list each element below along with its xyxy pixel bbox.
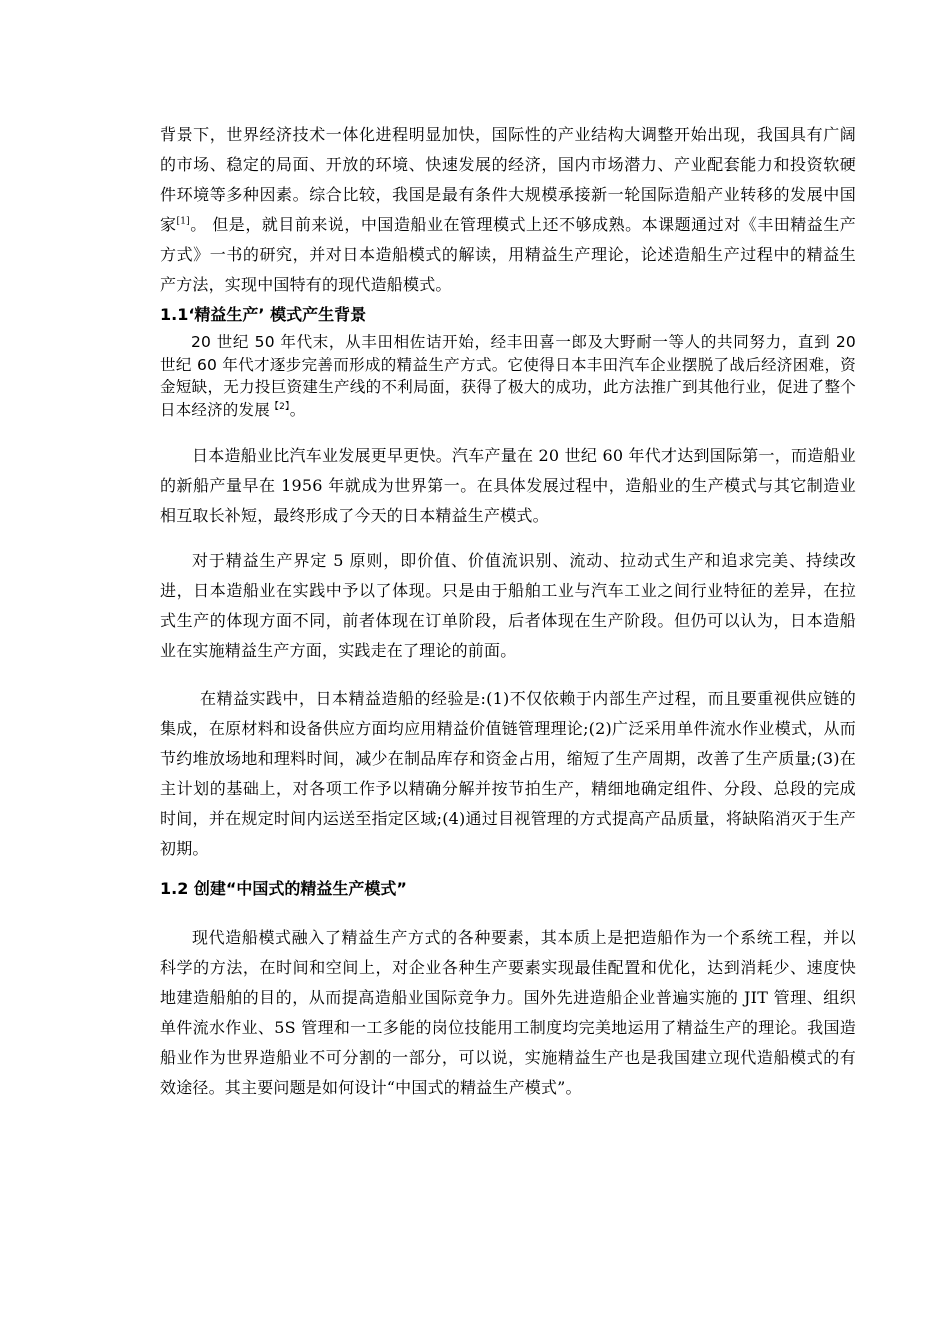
paragraph-origin-text: 20 世纪 50 年代末，从丰田相佐诘开始，经丰田喜一郎及大野耐一等人的共同努力，直到 20 世纪 60 年代才逐步完善而形成的精益生产方式。它使得日本丰田汽车企业摆脱了战后经济困难，资金短缺，无力投巨资建生产线的不利局面，获得了极大的成功，此方法推广到其他行业，促进了整个日本经济的发展 — [160, 333, 856, 419]
paragraph-background-text: 背景下，世界经济技术一体化进程明显加快，国际性的产业结构大调整开始出现，我国具有广阔的市场、稳定的局面、开放的环境、快速发展的经济，国内市场潜力、产业配套能力和投资软硬件环境等多种因素。综合比较，我国是最有条件大规模承接新一轮国际造船产业转移的发展中国家 — [160, 125, 856, 234]
citation-ref-1: [1] — [176, 216, 190, 227]
paragraph-five-principles: 对于精益生产界定 5 原则，即价值、价值流识别、流动、拉动式生产和追求完美、持续改进，日本造船业在实践中予以了体现。只是由于船舶工业与汽车工业之间行业特征的差异，在拉式生产的体现方面不同，前者体现在订单阶段，后者体现在生产阶段。但仍可以认为，日本造船业在实施精益生产方面，实践走在了理论的前面。 — [160, 551, 856, 660]
section-heading-1-2: 1.2 创建“中国式的精益生产模式” — [160, 879, 407, 898]
paragraph-modern-shipbuilding: 现代造船模式融入了精益生产方式的各种要素，其本质上是把造船作为一个系统工程，并以科学的方法，在时间和空间上，对企业各种生产要素实现最佳配置和优化，达到消耗少、速度快地建造船舶的目的，从而提高造船业国际竞争力。国外先进造船企业普遍实施的 JIT 管理、组织单件流水作业、5S 管理和一工多能的岗位技能用工制度均完美地运用了精益生产的理论。我国造船业作为世界造船业不可分割的一部分，可以说，实施精益生产也是我国建立现代造船模式的有效途径。其主要问题是如何设计“中国式的精益生产模式”。 — [160, 928, 856, 1097]
paragraph-origin — [160, 331, 856, 421]
paragraph-origin-text-end: 。 — [289, 400, 306, 419]
paragraph-background — [160, 120, 856, 300]
paragraph-background-text-cont: 。 但是，就目前来说，中国造船业在管理模式上还不够成熟。本课题通过对《丰田精益生产方式》一书的研究，并对日本造船模式的解读，用精益生产理论，论述造船生产过程中的精益生产方法，实现中国特有的现代造船模式。 — [160, 215, 856, 294]
citation-ref-2: 【2】 — [269, 401, 290, 412]
paragraph-lean-practice: 在精益实践中，日本精益造船的经验是:(1)不仅依赖于内部生产过程，而且要重视供应链的集成，在原材料和设备供应方面均应用精益价值链管理理论;(2)广泛采用单件流水作业模式，从而节约堆放场地和理料时间，减少在制品库存和资金占用，缩短了生产周期，改善了生产质量;(3)在主计划的基础上，对各项工作予以精确分解并按节拍生产，精细地确定组件、分段、总段的完成时间，并在规定时间内运送至指定区域;(4)通过目视管理的方式提高产品质量，将缺陷消灭于生产初期。 — [160, 689, 856, 858]
section-heading-1-1: 1.1‘精益生产’ 模式产生背景 — [160, 305, 367, 324]
paragraph-japan-shipbuilding: 日本造船业比汽车业发展更早更快。汽车产量在 20 世纪 60 年代才达到国际第一，而造船业的新船产量早在 1956 年就成为世界第一。在具体发展过程中，造船业的生产模式与其它制造业相互取长补短，最终形成了今天的日本精益生产模式。 — [160, 446, 856, 525]
